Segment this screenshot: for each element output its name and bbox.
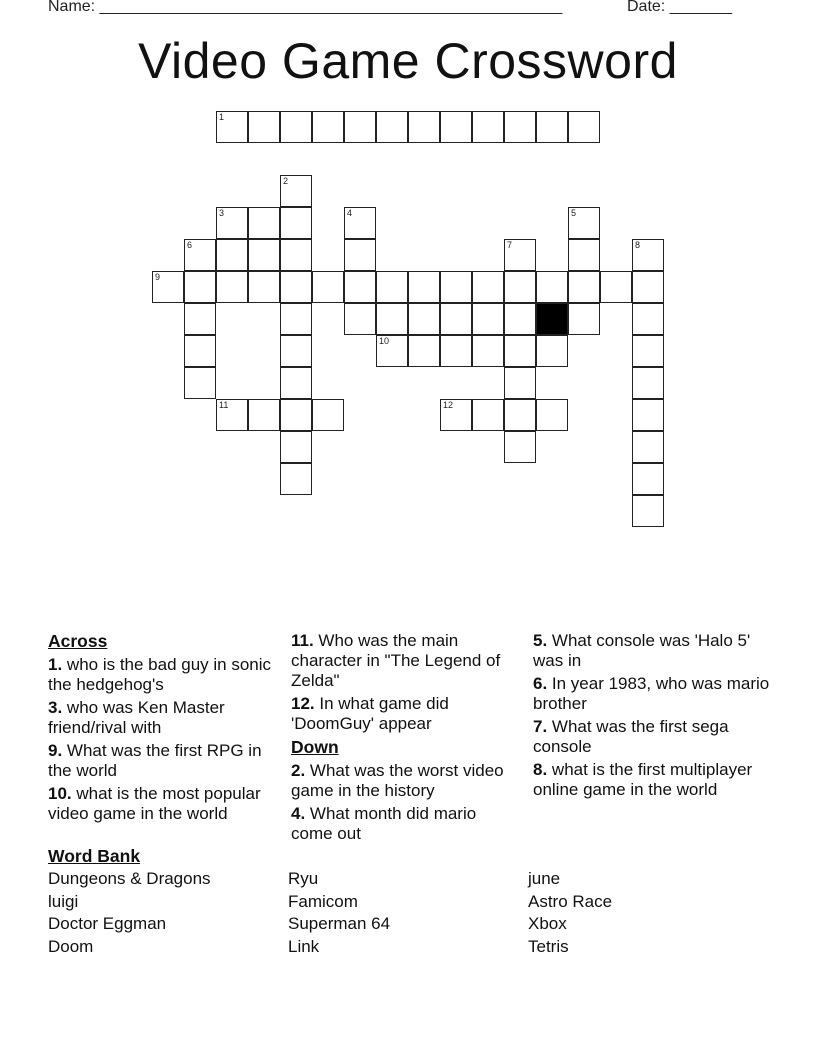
- grid-cell[interactable]: [408, 111, 440, 143]
- clue-text: What was the worst video game in the history: [291, 761, 504, 800]
- clue-number: 1.: [48, 655, 63, 674]
- word-bank-item: Tetris: [528, 937, 569, 956]
- grid-cell[interactable]: [280, 335, 312, 367]
- clue-text: what is the most popular video game in the world: [48, 784, 261, 823]
- word-bank-item: Superman 64: [288, 914, 391, 933]
- clue-down-2: [291, 761, 519, 801]
- grid-cell[interactable]: [184, 367, 216, 399]
- grid-cell[interactable]: [280, 239, 312, 271]
- grid-cell[interactable]: [280, 367, 312, 399]
- grid-cell[interactable]: [536, 399, 568, 431]
- grid-cell[interactable]: [504, 239, 536, 271]
- word-bank-item: Xbox: [528, 914, 567, 933]
- grid-cell[interactable]: [440, 303, 472, 335]
- grid-cell[interactable]: [632, 495, 664, 527]
- grid-cell[interactable]: [504, 431, 536, 463]
- grid-cell[interactable]: [376, 271, 408, 303]
- clue-text: who is the bad guy in sonic the hedgehog's: [48, 655, 272, 694]
- clue-number: 6.: [533, 674, 548, 693]
- cell-number: 4: [347, 208, 353, 218]
- grid-cell[interactable]: [632, 463, 664, 495]
- grid-cell[interactable]: [472, 303, 504, 335]
- grid-cell[interactable]: [536, 271, 568, 303]
- cell-number: 9: [155, 272, 161, 282]
- cell-number: 12: [443, 400, 454, 410]
- grid-cell[interactable]: [344, 271, 376, 303]
- clue-text: In year 1983, who was mario brother: [533, 674, 770, 713]
- grid-cell[interactable]: [216, 271, 248, 303]
- grid-cell[interactable]: [376, 335, 408, 367]
- cell-number: 11: [219, 400, 229, 410]
- grid-cell[interactable]: [600, 271, 632, 303]
- grid-cell[interactable]: [152, 271, 184, 303]
- clue-number: 5.: [533, 631, 548, 650]
- grid-cell[interactable]: [632, 367, 664, 399]
- page-title: Video Game Crossword: [138, 33, 678, 89]
- down-heading: Down: [291, 737, 339, 757]
- clue-text: What was the first sega console: [533, 717, 729, 756]
- clue-down-7: [533, 717, 773, 757]
- clue-number: 10.: [48, 784, 72, 803]
- grid-cell[interactable]: [248, 271, 280, 303]
- grid-cell[interactable]: [568, 111, 600, 143]
- cell-number: 5: [571, 208, 577, 218]
- cell-number: 8: [635, 240, 641, 250]
- grid-cell[interactable]: [280, 463, 312, 495]
- grid-cell[interactable]: [312, 271, 344, 303]
- grid-cell[interactable]: [504, 335, 536, 367]
- grid-cell[interactable]: [280, 271, 312, 303]
- clue-down-5: [533, 631, 773, 671]
- grid-cell[interactable]: [280, 207, 312, 239]
- clues-column-1: [48, 631, 280, 827]
- word-bank-item: Link: [288, 937, 320, 956]
- word-bank-item: Famicom: [288, 892, 358, 911]
- word-bank-item: Ryu: [288, 869, 319, 888]
- grid-cell[interactable]: [408, 303, 440, 335]
- word-bank-item: luigi: [48, 892, 79, 911]
- clue-text: what is the first multiplayer online game in the world: [533, 760, 753, 799]
- grid-cell[interactable]: [280, 111, 312, 143]
- grid-cell[interactable]: [216, 207, 248, 239]
- name-line: Name: ____________________________________________________: [48, 0, 563, 15]
- grid-cell[interactable]: [248, 239, 280, 271]
- grid-cell[interactable]: [184, 271, 216, 303]
- grid-cell[interactable]: [280, 431, 312, 463]
- grid-cell[interactable]: [632, 239, 664, 271]
- grid-cell[interactable]: [568, 303, 600, 335]
- clue-down-4: [291, 804, 519, 844]
- clue-text: What month did mario come out: [291, 804, 477, 843]
- grid-cell[interactable]: [504, 367, 536, 399]
- grid-cell[interactable]: [184, 239, 216, 271]
- clue-text: What console was 'Halo 5' was in: [533, 631, 751, 670]
- grid-cell[interactable]: [536, 335, 568, 367]
- grid-cell[interactable]: [632, 335, 664, 367]
- grid-cell[interactable]: [472, 111, 504, 143]
- grid-cell[interactable]: [632, 399, 664, 431]
- clue-text: In what game did 'DoomGuy' appear: [291, 694, 449, 733]
- grid-cell[interactable]: [376, 111, 408, 143]
- grid-cell[interactable]: [568, 271, 600, 303]
- grid-cell[interactable]: [184, 335, 216, 367]
- word-bank-heading: Word Bank: [48, 846, 141, 866]
- grid-cell[interactable]: [568, 239, 600, 271]
- grid-cell[interactable]: [472, 271, 504, 303]
- grid-cell[interactable]: [344, 207, 376, 239]
- cell-number: 1: [219, 112, 225, 122]
- clue-number: 8.: [533, 760, 548, 779]
- grid-cell[interactable]: [216, 111, 248, 143]
- grid-cell[interactable]: [280, 303, 312, 335]
- clue-number: 4.: [291, 804, 306, 823]
- clue-number: 12.: [291, 694, 315, 713]
- grid-cell[interactable]: [216, 399, 248, 431]
- word-bank-item: june: [528, 869, 561, 888]
- clue-across-11: [291, 631, 519, 691]
- word-bank-item: Doctor Eggman: [48, 914, 167, 933]
- grid-cell[interactable]: [344, 111, 376, 143]
- grid-cell[interactable]: [248, 399, 280, 431]
- grid-cell[interactable]: [472, 399, 504, 431]
- grid-cell[interactable]: [472, 335, 504, 367]
- cell-number: 2: [283, 176, 289, 186]
- grid-cell[interactable]: [408, 271, 440, 303]
- grid-cell[interactable]: [440, 399, 472, 431]
- grid-cell[interactable]: [312, 111, 344, 143]
- clue-text: What was the first RPG in the world: [48, 741, 262, 780]
- grid-cell[interactable]: [376, 303, 408, 335]
- grid-cell[interactable]: [632, 303, 664, 335]
- grid-cell[interactable]: [536, 111, 568, 143]
- grid-cell[interactable]: [504, 303, 536, 335]
- grid-cell[interactable]: [504, 111, 536, 143]
- word-bank-item: Dungeons & Dragons: [48, 869, 211, 888]
- clue-down-8: [533, 760, 773, 800]
- grid-cell[interactable]: [184, 303, 216, 335]
- across-heading: Across: [48, 631, 108, 651]
- grid-cell[interactable]: [216, 239, 248, 271]
- grid-cell[interactable]: [440, 111, 472, 143]
- clue-text: Who was the main character in "The Legend of Zelda": [291, 631, 501, 690]
- clue-down-6: [533, 674, 773, 714]
- grid-cell[interactable]: [280, 175, 312, 207]
- clue-number: 11.: [291, 631, 314, 650]
- clue-number: 7.: [533, 717, 548, 736]
- cell-number: 10: [379, 336, 390, 346]
- clue-number: 9.: [48, 741, 63, 760]
- grid-cell[interactable]: [280, 399, 312, 431]
- cell-number: 7: [507, 240, 513, 250]
- grid-cell[interactable]: [312, 399, 344, 431]
- grid-cell[interactable]: [568, 207, 600, 239]
- clue-across-1: [48, 655, 280, 695]
- clue-number: 2.: [291, 761, 306, 780]
- clue-across-3: [48, 698, 280, 738]
- grid-block: [536, 303, 568, 335]
- clue-text: who was Ken Master friend/rival with: [48, 698, 225, 737]
- grid-cell[interactable]: [248, 111, 280, 143]
- cell-number: 3: [219, 208, 225, 218]
- grid-cell[interactable]: [248, 207, 280, 239]
- clue-across-12: [291, 694, 519, 734]
- cell-number: 6: [187, 240, 193, 250]
- word-bank-item: Astro Race: [528, 892, 613, 911]
- clue-across-9: [48, 741, 280, 781]
- grid-cell[interactable]: [344, 303, 376, 335]
- grid-cell[interactable]: [632, 431, 664, 463]
- clues-column-2: [291, 631, 519, 847]
- clue-across-10: [48, 784, 280, 824]
- grid-cell[interactable]: [408, 335, 440, 367]
- grid-cell[interactable]: [504, 271, 536, 303]
- word-bank-item: Doom: [48, 937, 94, 956]
- grid-cell[interactable]: [504, 399, 536, 431]
- date-line: Date: _______: [627, 0, 732, 15]
- clue-number: 3.: [48, 698, 63, 717]
- grid-cell[interactable]: [632, 271, 664, 303]
- grid-cell[interactable]: [440, 335, 472, 367]
- grid-cell[interactable]: [440, 271, 472, 303]
- grid-cell[interactable]: [344, 239, 376, 271]
- clues-column-3: [533, 631, 773, 803]
